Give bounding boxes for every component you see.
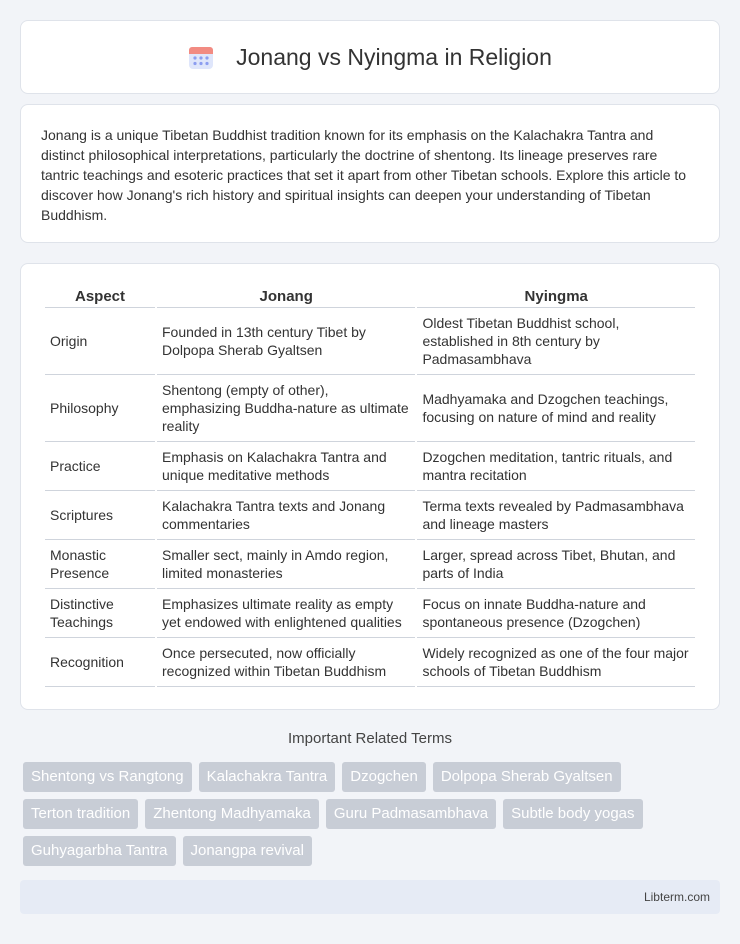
intro-paragraph: Jonang is a unique Tibetan Buddhist tradition known for its emphasis on the Kalachakra Tantra and distinct philosophical interpretations, particularly the doctrine of shentong. Its lineage preserves rare tantric teachings and esoteric practices that set it apart from other Tibetan schools. Explore this article to discover how Jonang's rich history and spiritual insights can deepen your understanding of Tibetan Buddhism. bbox=[41, 127, 687, 223]
jonang-cell: Founded in 13th century Tibet by Dolpopa Sherab Gyaltsen bbox=[157, 308, 415, 375]
comparison-table-card bbox=[20, 263, 720, 710]
related-term-tag[interactable]: Dolpopa Sherab Gyaltsen bbox=[433, 762, 621, 792]
table-row bbox=[45, 442, 695, 491]
related-term-tag[interactable]: Guhyagarbha Tantra bbox=[23, 836, 176, 866]
related-term-tag[interactable]: Zhentong Madhyamaka bbox=[145, 799, 319, 829]
table-header-row bbox=[45, 282, 695, 308]
aspect-cell: Philosophy bbox=[45, 375, 155, 442]
column-header-jonang: Jonang bbox=[157, 282, 415, 308]
aspect-cell: Origin bbox=[45, 308, 155, 375]
related-term-tag[interactable]: Terton tradition bbox=[23, 799, 138, 829]
nyingma-cell: Focus on innate Buddha-nature and spontaneous presence (Dzogchen) bbox=[417, 589, 695, 638]
comparison-table bbox=[43, 282, 697, 687]
table-row bbox=[45, 308, 695, 375]
jonang-cell: Smaller sect, mainly in Amdo region, limited monasteries bbox=[157, 540, 415, 589]
page-title: Jonang vs Nyingma in Religion bbox=[236, 43, 552, 70]
jonang-cell: Kalachakra Tantra texts and Jonang commentaries bbox=[157, 491, 415, 540]
nyingma-cell: Terma texts revealed by Padmasambhava and lineage masters bbox=[417, 491, 695, 540]
aspect-cell: Distinctive Teachings bbox=[45, 589, 155, 638]
related-term-tag[interactable]: Guru Padmasambhava bbox=[326, 799, 496, 829]
column-header-nyingma: Nyingma bbox=[417, 282, 695, 308]
aspect-cell: Practice bbox=[45, 442, 155, 491]
aspect-cell: Monastic Presence bbox=[45, 540, 155, 589]
jonang-cell: Emphasis on Kalachakra Tantra and unique meditative methods bbox=[157, 442, 415, 491]
table-row bbox=[45, 375, 695, 442]
nyingma-cell: Madhyamaka and Dzogchen teachings, focusing on nature of mind and reality bbox=[417, 375, 695, 442]
footer bbox=[20, 880, 720, 914]
related-term-tag[interactable]: Dzogchen bbox=[342, 762, 426, 792]
related-terms-title: Important Related Terms bbox=[288, 730, 452, 747]
related-term-tag[interactable]: Shentong vs Rangtong bbox=[23, 762, 192, 792]
nyingma-cell: Dzogchen meditation, tantric rituals, and mantra recitation bbox=[417, 442, 695, 491]
header-card bbox=[20, 20, 720, 94]
table-row bbox=[45, 491, 695, 540]
intro-card bbox=[20, 104, 720, 243]
related-term-tag[interactable]: Kalachakra Tantra bbox=[199, 762, 336, 792]
calendar-icon bbox=[188, 44, 214, 70]
jonang-cell: Shentong (empty of other), emphasizing Buddha-nature as ultimate reality bbox=[157, 375, 415, 442]
table-row bbox=[45, 540, 695, 589]
table-row bbox=[45, 638, 695, 687]
footer-brand-link[interactable]: Libterm.com bbox=[643, 890, 710, 904]
related-terms-tags bbox=[23, 762, 723, 866]
nyingma-cell: Oldest Tibetan Buddhist school, established in 8th century by Padmasambhava bbox=[417, 308, 695, 375]
aspect-cell: Recognition bbox=[45, 638, 155, 687]
related-term-tag[interactable]: Subtle body yogas bbox=[503, 799, 642, 829]
nyingma-cell: Larger, spread across Tibet, Bhutan, and parts of India bbox=[417, 540, 695, 589]
related-term-tag[interactable]: Jonangpa revival bbox=[183, 836, 312, 866]
aspect-cell: Scriptures bbox=[45, 491, 155, 540]
table-row bbox=[45, 589, 695, 638]
jonang-cell: Once persecuted, now officially recognized within Tibetan Buddhism bbox=[157, 638, 415, 687]
jonang-cell: Emphasizes ultimate reality as empty yet endowed with enlightened qualities bbox=[157, 589, 415, 638]
nyingma-cell: Widely recognized as one of the four major schools of Tibetan Buddhism bbox=[417, 638, 695, 687]
column-header-aspect: Aspect bbox=[45, 282, 155, 308]
